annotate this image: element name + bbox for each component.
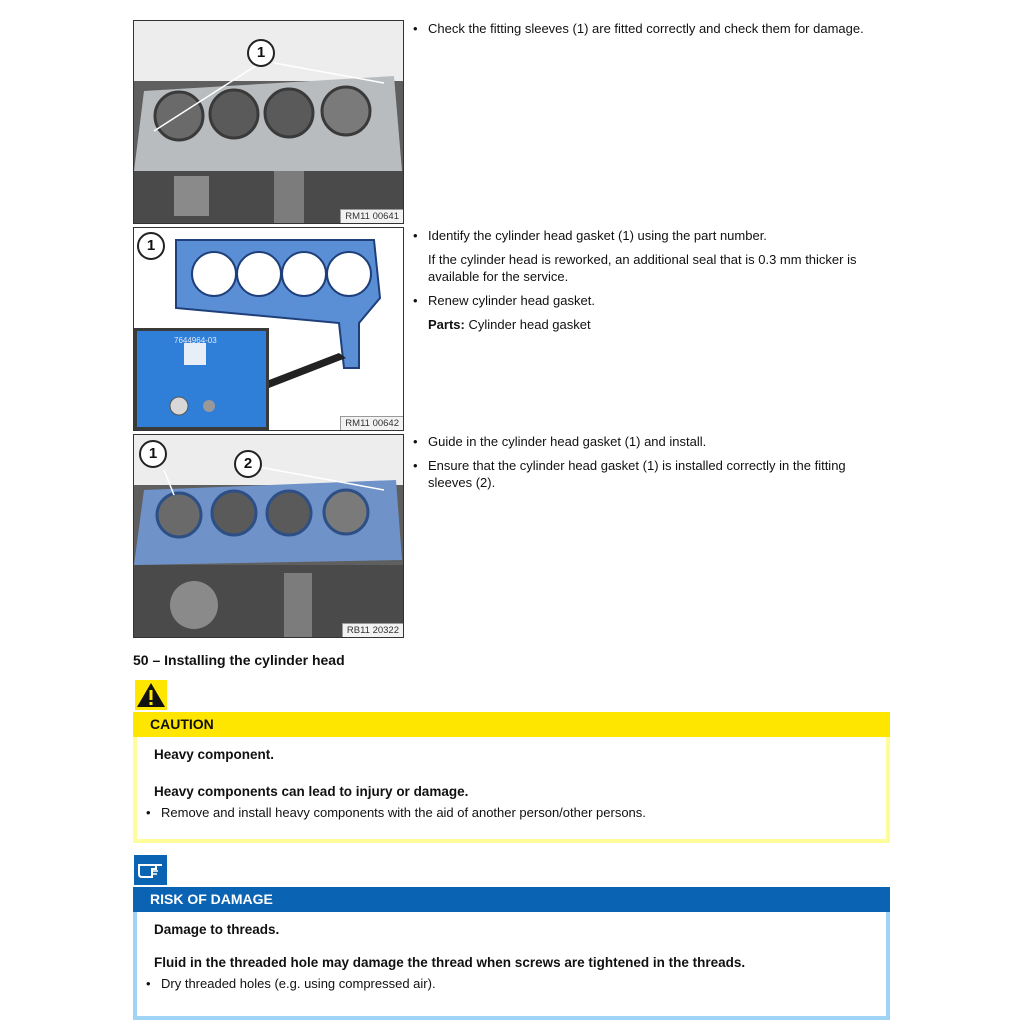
figure-reference: RM11 00641	[340, 209, 403, 223]
risk-line-1: Damage to threads.	[154, 922, 280, 937]
warning-triangle-icon	[135, 680, 167, 710]
list-item: • Check the fitting sleeves (1) are fitted correctly and check them for damage.	[413, 20, 883, 37]
caution-header: CAUTION	[133, 712, 890, 737]
figure-gasket-installed	[133, 434, 404, 638]
gasket-part-number: 7644964-03	[174, 336, 217, 345]
step-block-3	[413, 433, 883, 498]
caution-notice	[133, 712, 890, 843]
installed-gasket-photo	[134, 435, 403, 637]
step-block-1	[413, 20, 883, 44]
risk-body	[133, 912, 890, 1020]
figure-reference: RB11 20322	[342, 623, 403, 637]
risk-header: RISK OF DAMAGE	[133, 887, 890, 912]
rework-note: If the cylinder head is reworked, an additional seal that is 0.3 mm thicker is available for the service.	[428, 252, 857, 284]
caution-body	[133, 737, 890, 843]
list-item: • Renew cylinder head gasket.	[413, 292, 883, 309]
step-block-2	[413, 227, 883, 340]
callout-1: 1	[139, 440, 167, 468]
parts-label: Parts:	[428, 317, 465, 332]
risk-of-damage-notice	[133, 887, 890, 1020]
figure-reference: RM11 00642	[340, 416, 403, 430]
list-item: • Ensure that the cylinder head gasket (1) is installed correctly in the fitting sleeves (2).	[413, 457, 883, 491]
gasket-diagram	[134, 228, 403, 430]
parts-value: Cylinder head gasket	[468, 317, 591, 332]
figure-cylinder-head-gasket	[133, 227, 404, 431]
list-item: • Identify the cylinder head gasket (1) using the part number.	[413, 227, 883, 244]
callout-1: 1	[137, 232, 165, 260]
figure-fitting-sleeves	[133, 20, 404, 224]
pointing-hand-icon	[134, 855, 167, 885]
risk-line-2: Fluid in the threaded hole may damage the thread when screws are tightened in the threads.	[154, 955, 746, 970]
callout-2: 2	[234, 450, 262, 478]
callout-1: 1	[247, 39, 275, 67]
caution-line-2: Heavy components can lead to injury or damage.	[154, 784, 469, 799]
caution-line-1: Heavy component.	[154, 747, 275, 762]
list-item: • Guide in the cylinder head gasket (1) and install.	[413, 433, 883, 450]
list-item: • Dry threaded holes (e.g. using compressed air).	[152, 976, 872, 991]
list-item: • Remove and install heavy components with the aid of another person/other persons.	[152, 805, 872, 820]
section-title: 50 – Installing the cylinder head	[133, 652, 345, 668]
parts-line	[413, 316, 883, 333]
